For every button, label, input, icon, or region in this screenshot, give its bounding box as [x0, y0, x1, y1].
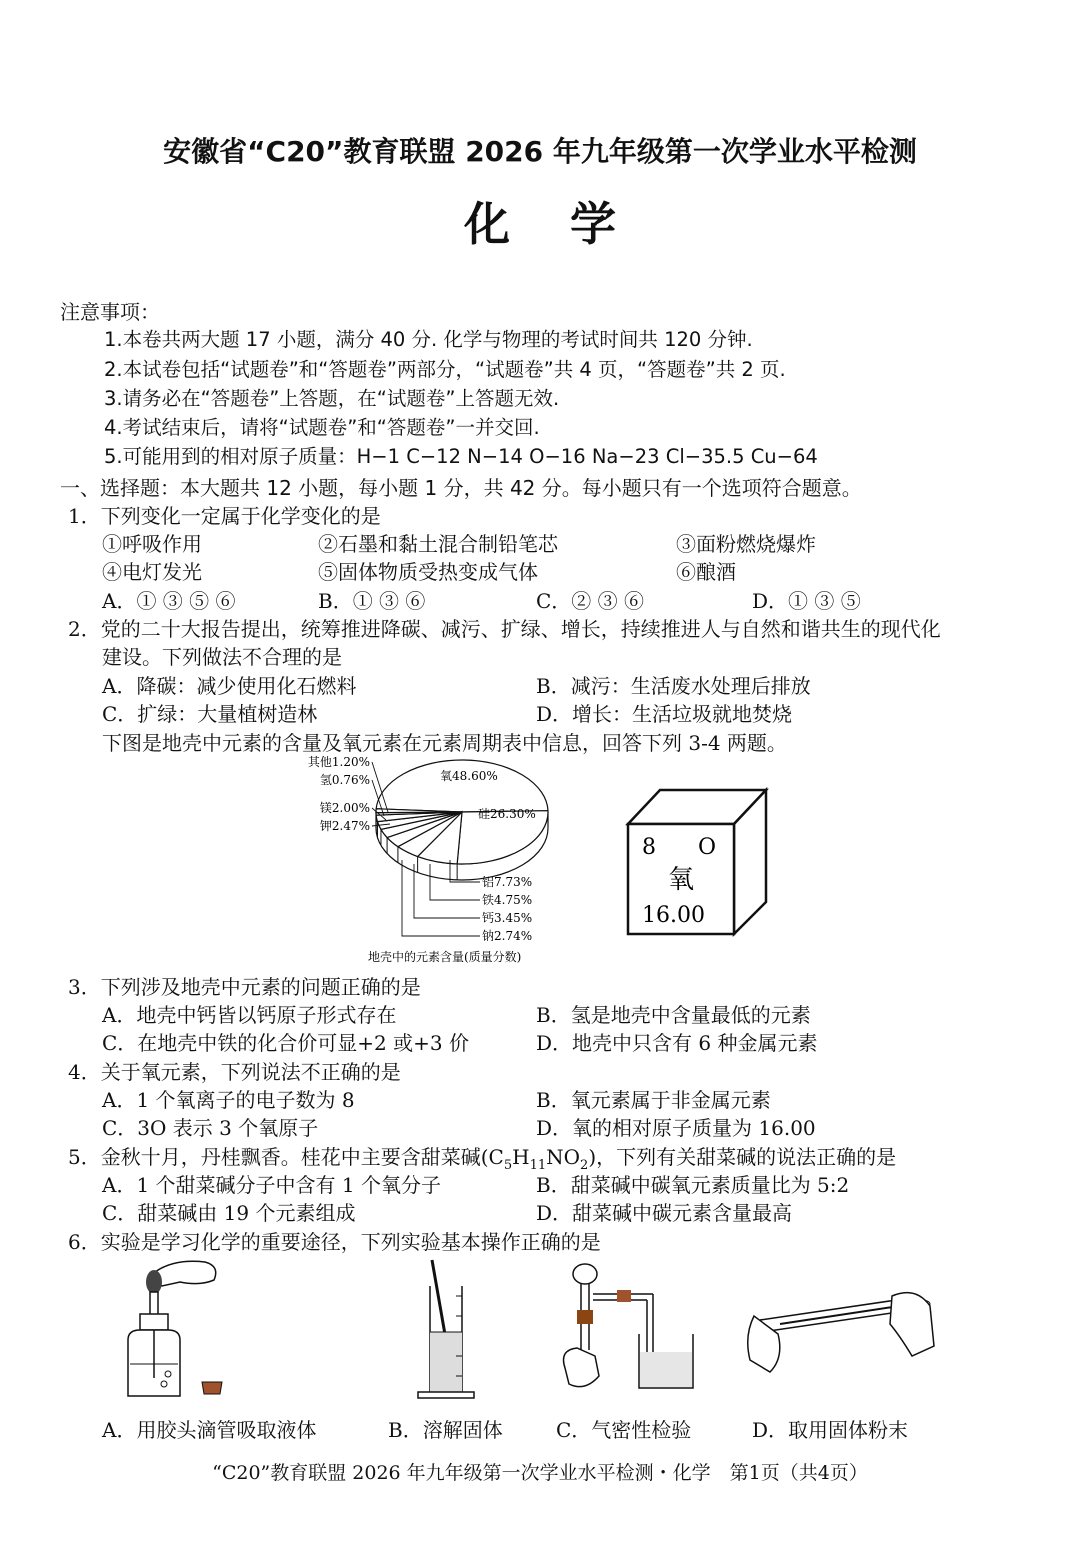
q1-option-a[interactable]: A．① ③ ⑤ ⑥: [102, 589, 236, 613]
q2-option-a[interactable]: A．降碳：减少使用化石燃料: [102, 674, 357, 698]
oxygen-element-cell: [622, 786, 772, 940]
q1-item: ⑥酿酒: [676, 560, 736, 584]
q1-item: ③面粉燃烧爆炸: [676, 532, 816, 556]
q1-stem: 1．下列变化一定属于化学变化的是: [68, 504, 381, 528]
q4-option-c[interactable]: C．3O 表示 3 个氧原子: [102, 1116, 319, 1140]
q4-option-b[interactable]: B．氧元素属于非金属元素: [536, 1088, 771, 1112]
q3-option-a[interactable]: A．地壳中钙皆以钙原子形式存在: [102, 1003, 397, 1027]
q1-item: ①呼吸作用: [102, 532, 202, 556]
subject-title: 化学: [464, 197, 676, 251]
q2-option-c[interactable]: C．扩绿：大量植树造林: [102, 702, 318, 726]
q2-option-d[interactable]: D．增长：生活垃圾就地焚烧: [536, 702, 793, 726]
q6-option-b[interactable]: B．溶解固体: [388, 1418, 503, 1442]
notice-item: 1.本卷共两大题 17 小题，满分 40 分. 化学与物理的考试时间共 120 分钟.: [104, 328, 753, 351]
airtightness-check-illustration: [555, 1260, 705, 1406]
dropper-bottle-illustration: [110, 1256, 240, 1406]
q6-option-a[interactable]: A．用胶头滴管吸取液体: [102, 1418, 317, 1442]
q2-option-b[interactable]: B．减污：生活废水处理后排放: [536, 674, 811, 698]
q4-option-a[interactable]: A．1 个氧离子的电子数为 8: [102, 1088, 355, 1112]
notice-item: 2.本试卷包括“试题卷”和“答题卷”两部分，“试题卷”共 4 页，“答题卷”共 2 页.: [104, 358, 786, 381]
q4-option-d[interactable]: D．氧的相对原子质量为 16.00: [536, 1116, 816, 1140]
element-symbol: O: [698, 835, 717, 860]
notice-item: 3.请务必在“答题卷”上答题，在“试题卷”上答题无效.: [104, 387, 560, 410]
pie-label-镁: 镁2.00%: [319, 801, 370, 815]
pie-label-钾: 钾2.47%: [319, 819, 370, 833]
q2-stem-cont: 建设。下列做法不合理的是: [102, 645, 342, 669]
q1-option-b[interactable]: B．① ③ ⑥: [318, 589, 426, 613]
pie-label-其他: 其他1.20%: [307, 755, 370, 769]
pie-label-氢: 氢0.76%: [319, 773, 370, 787]
q5-stem: 5．金秋十月，丹桂飘香。桂花中主要含甜菜碱$(C_5H_{11}NO_2)$，下列有关甜菜碱的说法正确的是: [68, 1145, 897, 1173]
measuring-cylinder-illustration: [410, 1256, 490, 1406]
pie-label-氧: 氧48.60%: [440, 769, 498, 783]
q3-option-d[interactable]: D．地壳中只含有 6 种金属元素: [536, 1031, 818, 1055]
q5-option-d[interactable]: D．甜菜碱中碳元素含量最高: [536, 1201, 793, 1225]
notice-item: 5.可能用到的相对原子质量：H−1 C−12 N−14 O−16 Na−23 Cl−35.5 Cu−64: [104, 445, 818, 468]
q3-option-b[interactable]: B．氢是地壳中含量最低的元素: [536, 1003, 811, 1027]
pie-label-铝: 铝7.73%: [482, 875, 533, 889]
notice-heading: 注意事项：: [60, 300, 160, 324]
q5-option-a[interactable]: A．1 个甜菜碱分子中含有 1 个氧分子: [102, 1173, 441, 1197]
pie-label-钠: 钠2.74%: [482, 929, 533, 943]
pie-label-硅: 硅26.30%: [478, 807, 536, 821]
exam-title: 安徽省“C20”教育联盟 2026 年九年级第一次学业水平检测: [163, 135, 917, 168]
chart-title: 地壳中的元素含量(质量分数): [368, 950, 522, 964]
atomic-number: 8: [642, 835, 656, 860]
q1-item: ②石墨和黏土混合制铅笔芯: [318, 532, 558, 556]
pie-label-钙: 钙3.45%: [482, 911, 533, 925]
pie-slice-氧: [376, 760, 548, 812]
pie-label-铁: 铁4.75%: [482, 893, 533, 907]
q6-option-d[interactable]: D．取用固体粉末: [752, 1418, 909, 1442]
q6-stem: 6．实验是学习化学的重要途径，下列实验基本操作正确的是: [68, 1230, 601, 1254]
page-footer: “C20”教育联盟 2026 年九年级第一次学业水平检测・化学 第1页（共4页）: [212, 1462, 868, 1484]
q1-item: ④电灯发光: [102, 560, 202, 584]
atomic-mass: 16.00: [642, 903, 705, 928]
q1-option-d[interactable]: D．① ③ ⑤: [752, 589, 861, 613]
q1-option-c[interactable]: C．② ③ ⑥: [536, 589, 645, 613]
powder-addition-illustration: [740, 1276, 940, 1386]
q3-stem: 3．下列涉及地壳中元素的问题正确的是: [68, 975, 421, 999]
q3-option-c[interactable]: C．在地壳中铁的化合价可显+2 或+3 价: [102, 1031, 469, 1055]
element-name: 氧: [668, 865, 695, 895]
q4-stem: 4．关于氧元素，下列说法不正确的是: [68, 1060, 401, 1084]
q3-4-intro: 下图是地壳中元素的含量及氧元素在元素周期表中信息，回答下列 3-4 两题。: [102, 731, 787, 755]
q5-option-b[interactable]: B．甜菜碱中碳氧元素质量比为 5:2: [536, 1173, 850, 1197]
crust-element-pie-chart: [290, 750, 590, 968]
q6-option-c[interactable]: C．气密性检验: [556, 1418, 692, 1442]
q5-option-c[interactable]: C．甜菜碱由 19 个元素组成: [102, 1201, 356, 1225]
section-heading: 一、选择题：本大题共 12 小题，每小题 1 分，共 42 分。每小题只有一个选项符合题意。: [60, 476, 862, 500]
notice-item: 4.考试结束后，请将“试题卷”和“答题卷”一并交回.: [104, 416, 540, 439]
q2-stem: 2．党的二十大报告提出，统筹推进降碳、减污、扩绿、增长，持续推进人与自然和谐共生的现代化: [68, 617, 941, 641]
q1-item: ⑤固体物质受热变成气体: [318, 560, 538, 584]
